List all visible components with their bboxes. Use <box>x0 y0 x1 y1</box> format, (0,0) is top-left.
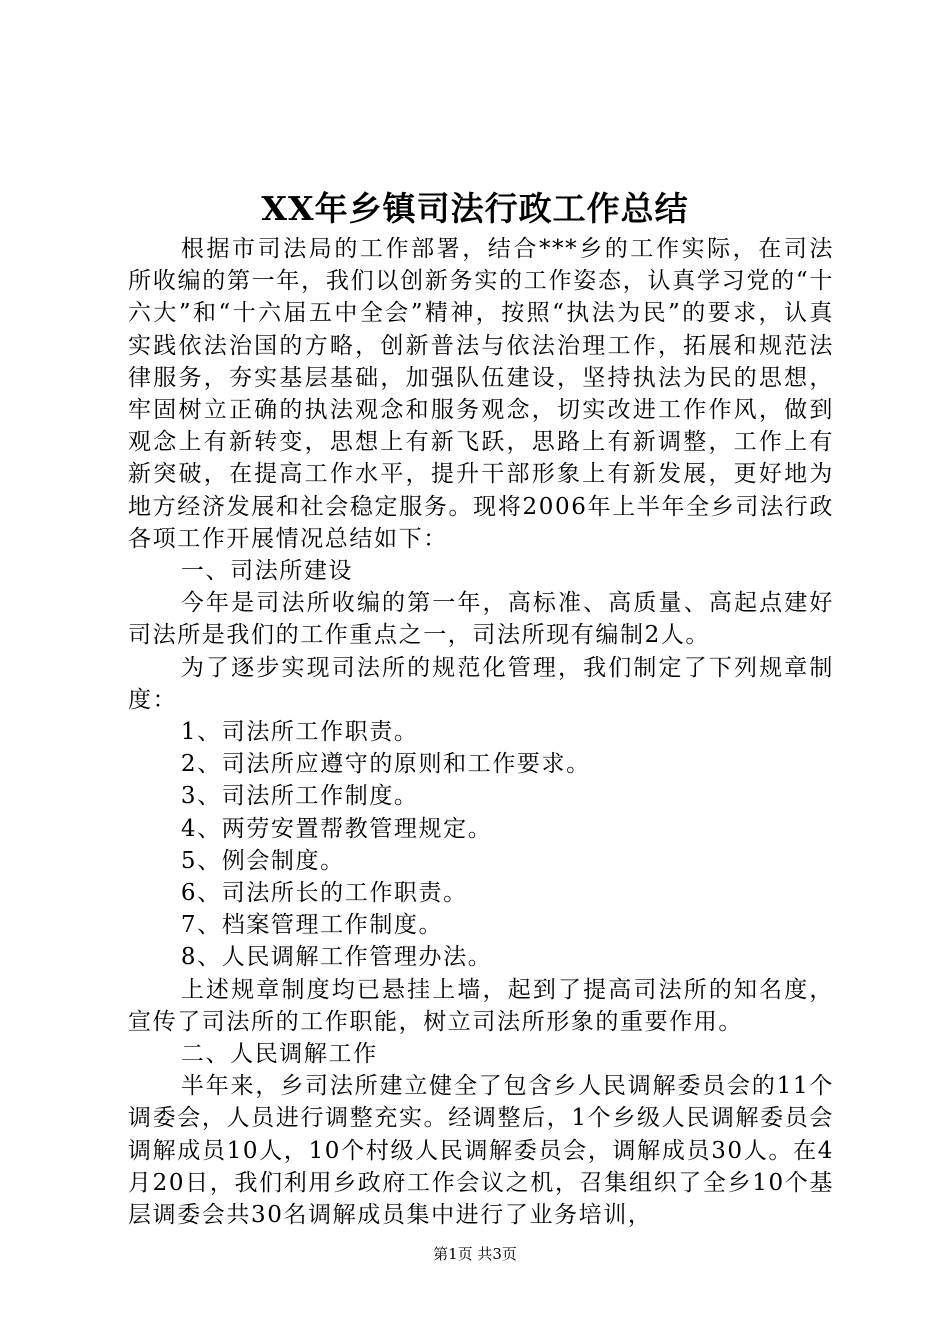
list-item: 4、两劳安置帮教管理规定。 <box>180 815 493 842</box>
list-item: 1、司法所工作职责。 <box>180 719 419 746</box>
list-item: 5、例会制度。 <box>180 847 345 874</box>
paragraph: 今年是司法所收编的第一年，高标准、高质量、高起点建好司法所是我们的工作重点之一，司法所现有编制2人。 <box>128 590 834 649</box>
list-item: 6、司法所长的工作职责。 <box>180 880 468 907</box>
list-item: 2、司法所应遵守的原则和工作要求。 <box>180 751 591 778</box>
page-footer: 第1页 共3页 <box>433 1245 517 1263</box>
document-title: XX年乡镇司法行政工作总结 <box>261 189 689 228</box>
section-heading-2: 二、人民调解工作 <box>180 1041 378 1068</box>
list-item: 8、人民调解工作管理办法。 <box>180 944 493 971</box>
paragraph: 上述规章制度均已悬挂上墙，起到了提高司法所的知名度，宣传了司法所的工作职能，树立司法所形象的重要作用。 <box>128 976 834 1035</box>
list-item: 3、司法所工作制度。 <box>180 783 419 810</box>
section-heading-1: 一、司法所建设 <box>180 558 354 585</box>
intro-paragraph: 根据市司法局的工作部署，结合***乡的工作实际，在司法所收编的第一年，我们以创新务实的工作姿态，认真学习党的“十六大”和“十六届五中全会”精神，按照“执法为民”的要求，认真实践依法治国的方略，创新普法与依法治理工作，拓展和规范法律服务，夯实基层基础，加强队伍建设，坚持执法为民的思想，牢固树立正确的执法观念和服务观念，切实改进工作作风，做到观念上有新转变，思想上有新飞跃，思路上有新调整，工作上有新突破，在提高工作水平，提升干部形象上有新发展，更好地为地方经济发展和社会稳定服务。现将2006年上半年全乡司法行政各项工作开展情况总结如下： <box>128 236 834 552</box>
paragraph: 半年来，乡司法所建立健全了包含乡人民调解委员会的11个调委会，人员进行调整充实。经调整后，1个乡级人民调解委员会调解成员10人，10个村级人民调解委员会，调解成员30人。在4月20日，我们利用乡政府工作会议之机，召集组织了全乡10个基层调委会共30名调解成员集中进行了业务培训， <box>128 1073 834 1229</box>
list-item: 7、档案管理工作制度。 <box>180 912 444 939</box>
paragraph: 为了逐步实现司法所的规范化管理，我们制定了下列规章制度： <box>128 654 834 713</box>
document-body <box>128 233 834 1231</box>
